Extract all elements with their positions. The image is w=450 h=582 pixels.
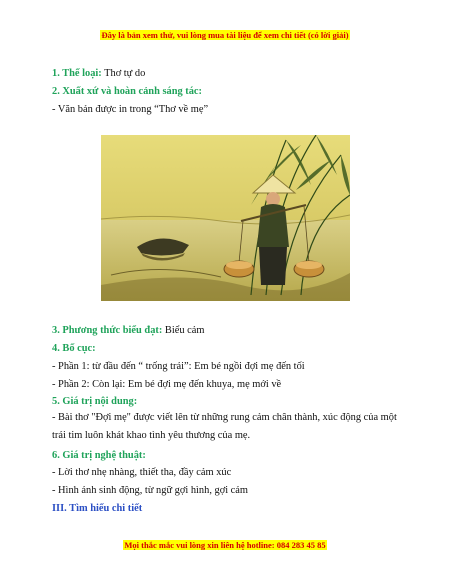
section-structure-label: 4. Bố cục:	[52, 343, 96, 354]
section-details-label: III. Tìm hiểu chi tiết	[52, 503, 143, 514]
structure-line-1: - Phần 1: từ đầu đến “ trống trải”: Em bé ngồi đợi mẹ đến tối	[52, 361, 305, 372]
structure-line-2: - Phần 2: Còn lại: Em bé đợi mẹ đến khuya, mẹ mới về	[52, 379, 282, 390]
section-genre-label: 1. Thể loại:	[52, 68, 102, 79]
section-genre	[52, 67, 145, 80]
hotline-banner	[0, 535, 450, 553]
section-mode-label: 3. Phương thức biểu đạt:	[52, 325, 163, 336]
section-content-heading	[52, 395, 137, 408]
art-line-2: - Hình ảnh sinh động, từ ngữ gợi hình, gợi cảm	[52, 485, 248, 496]
section-content-label: 5. Giá trị nội dung:	[52, 396, 138, 407]
section-art-heading	[52, 449, 146, 462]
section-origin-line: - Văn bản được in trong “Thơ về mẹ”	[52, 104, 209, 115]
section-structure-heading	[52, 342, 96, 355]
hotline-banner-text: Mọi thắc mắc vui lòng xin liên hệ hotline: 084 283 45 85	[124, 540, 326, 550]
section-mode-value: Biểu cảm	[162, 325, 205, 336]
section-mode	[52, 324, 204, 337]
preview-banner-text: Đây là bản xem thử, vui lòng mua tài liệu để xem chi tiết (có lời giải)	[101, 30, 349, 40]
art-line-1: - Lời thơ nhẹ nhàng, thiết tha, đầy cảm xúc	[52, 467, 232, 478]
section-details-heading	[52, 502, 142, 515]
section-origin-heading	[52, 85, 202, 98]
section-genre-value: Thơ tự do	[101, 68, 146, 79]
illustration-mother-carrying-baskets	[101, 135, 350, 301]
section-origin-label: 2. Xuất xứ và hoàn cảnh sáng tác:	[52, 86, 202, 97]
preview-banner	[0, 25, 450, 43]
content-paragraph: - Bài thơ "Đợi mẹ" được viết lên từ những rung cảm chân thành, xúc động của một trái tim luôn khát khao tình yêu thương của mẹ.	[52, 412, 397, 441]
section-art-label: 6. Giá trị nghệ thuật:	[52, 450, 146, 461]
